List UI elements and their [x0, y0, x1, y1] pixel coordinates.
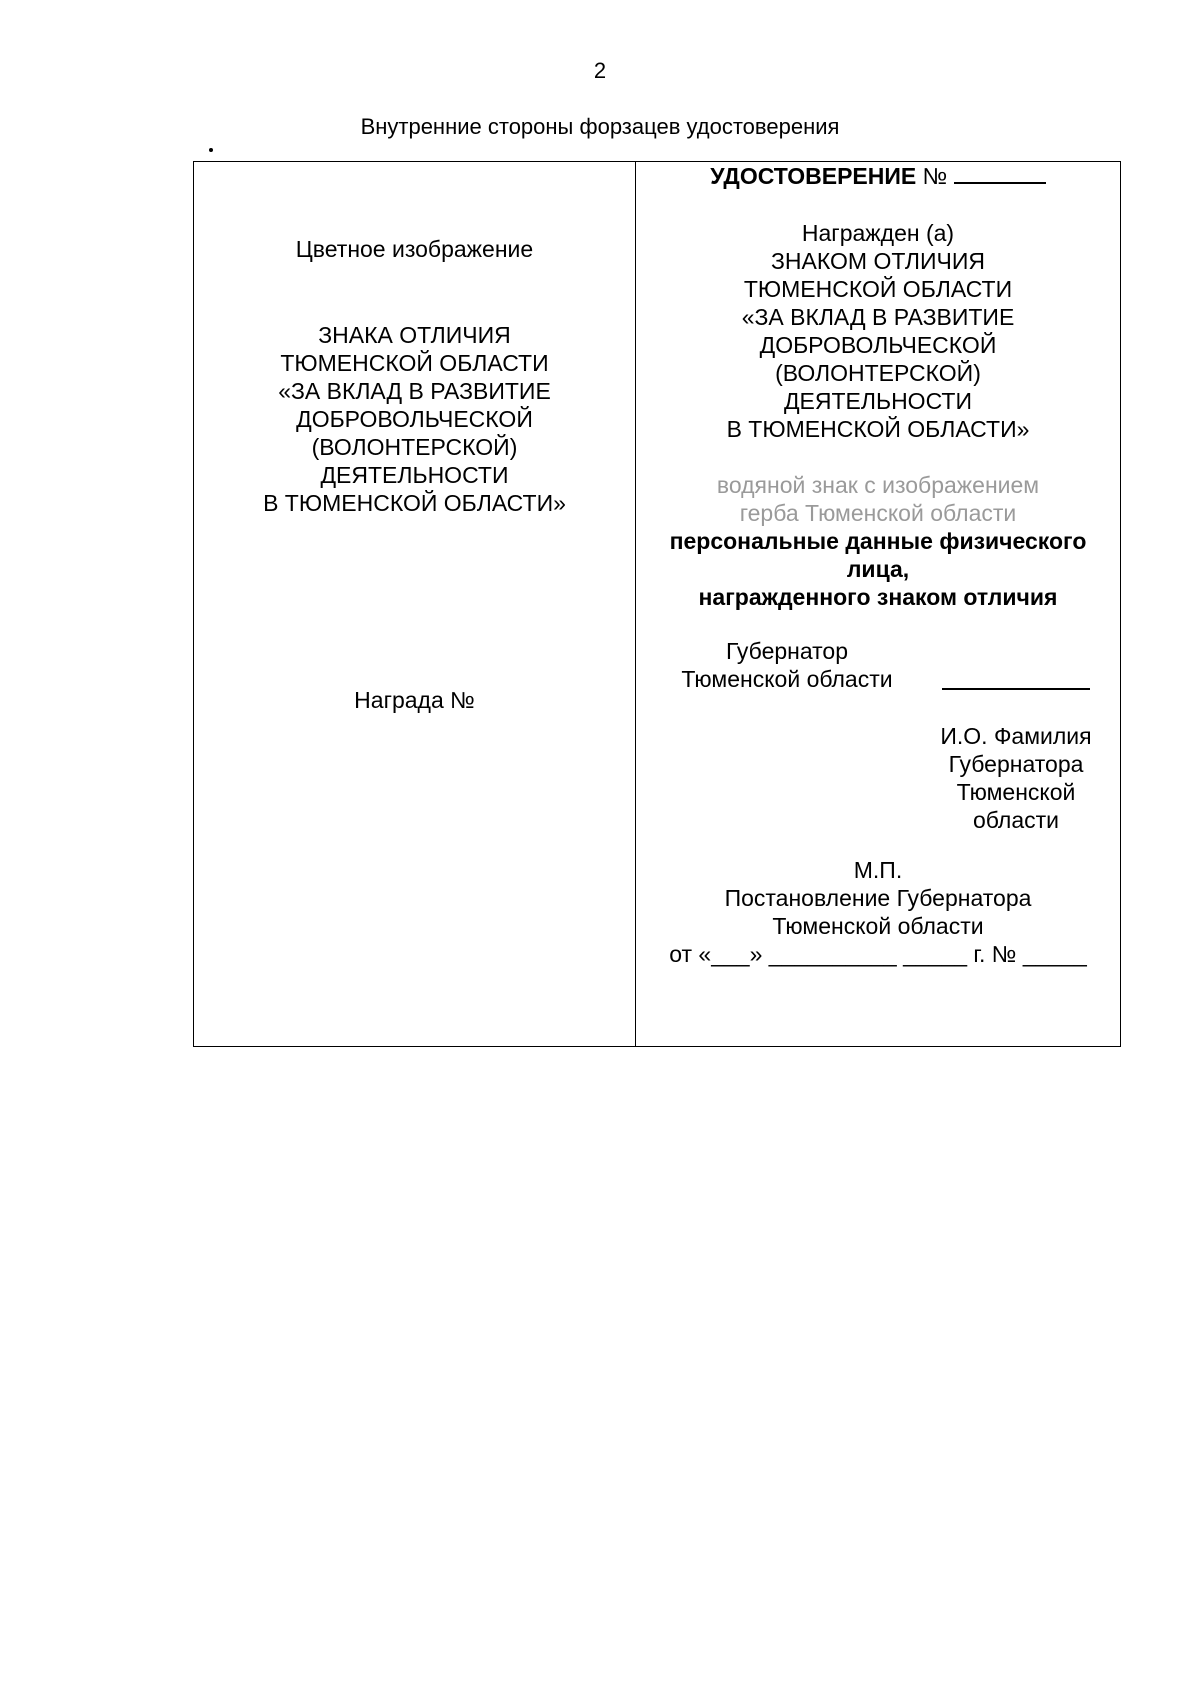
- decree-line: Тюменской области: [772, 913, 984, 939]
- certificate-title: [636, 162, 1120, 190]
- name-line: области: [972, 807, 1060, 833]
- watermark-note: [636, 471, 1120, 527]
- governor-line: Тюменской области: [681, 666, 893, 692]
- certificate-title-word: УДОСТОВЕРЕНИЕ: [710, 163, 917, 189]
- governor-name: [926, 722, 1106, 834]
- badge-line: «ЗА ВКЛАД В РАЗВИТИЕ: [278, 378, 551, 404]
- page-number: 2: [593, 58, 607, 83]
- badge-line: ДЕЯТЕЛЬНОСТИ: [783, 388, 973, 414]
- watermark-line: водяной знак с изображением: [716, 472, 1040, 498]
- page-heading: Внутренние стороны форзацев удостоверения: [360, 114, 840, 139]
- badge-line: (ВОЛОНТЕРСКОЙ): [775, 360, 981, 386]
- personal-data-line: лица,: [846, 556, 910, 582]
- badge-line: «ЗА ВКЛАД В РАЗВИТИЕ: [741, 304, 1015, 330]
- governor-line: Губернатор: [725, 638, 849, 664]
- personal-data-line: персональные данные физического: [669, 528, 1087, 554]
- name-line: Губернатора: [948, 751, 1084, 777]
- left-flyleaf: [194, 162, 636, 1046]
- decree-line: Постановление Губернатора: [724, 885, 1032, 911]
- certificate-number-blank: [954, 162, 1046, 184]
- badge-line: (ВОЛОНТЕРСКОЙ): [311, 434, 518, 460]
- color-image-caption: Цветное изображение: [295, 236, 534, 262]
- certificate-number-sign: №: [916, 163, 954, 189]
- name-line: И.О. Фамилия: [940, 723, 1092, 749]
- badge-line: ЗНАКОМ ОТЛИЧИЯ: [771, 248, 985, 274]
- decree-date-line: от «___» __________ _____ г. № _____: [669, 941, 1087, 967]
- signature-line: [942, 688, 1090, 690]
- personal-data-note: [636, 527, 1120, 611]
- badge-line: ТЮМЕНСКОЙ ОБЛАСТИ: [743, 276, 1013, 302]
- badge-line: ДОБРОВОЛЬЧЕСКОЙ: [296, 406, 533, 432]
- decree-block: [636, 856, 1120, 968]
- badge-line: ТЮМЕНСКОЙ ОБЛАСТИ: [280, 350, 549, 376]
- badge-line: В ТЮМЕНСКОЙ ОБЛАСТИ»: [726, 416, 1030, 442]
- badge-line: ДЕЯТЕЛЬНОСТИ: [320, 462, 509, 488]
- award-number-label: Награда №: [354, 687, 475, 713]
- right-flyleaf: [636, 162, 1120, 1046]
- left-badge-name: [194, 321, 635, 517]
- badge-line: В ТЮМЕНСКОЙ ОБЛАСТИ»: [263, 490, 566, 516]
- badge-line: ДОБРОВОЛЬЧЕСКОЙ: [759, 332, 997, 358]
- flyleaf-table: [193, 161, 1121, 1047]
- stamp-label: М.П.: [853, 857, 903, 883]
- watermark-line: герба Тюменской области: [739, 500, 1017, 526]
- right-badge-name: [636, 219, 1120, 443]
- name-line: Тюменской: [956, 779, 1076, 805]
- badge-line: ЗНАКА ОТЛИЧИЯ: [318, 322, 511, 348]
- bullet-dot: [209, 148, 213, 152]
- governor-title: [672, 637, 902, 693]
- awarded-label: Награжден (а): [801, 220, 955, 246]
- personal-data-line: награжденного знаком отличия: [698, 584, 1058, 610]
